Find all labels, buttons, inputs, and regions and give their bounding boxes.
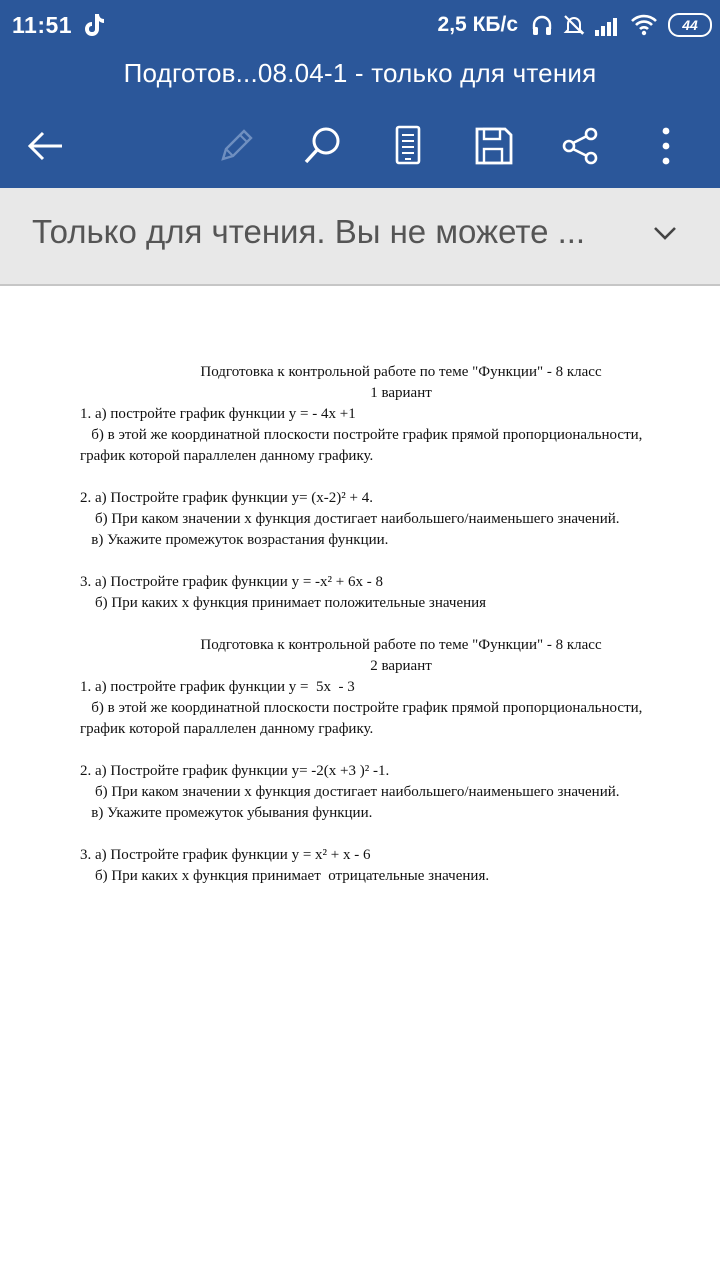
edit-pencil-icon bbox=[215, 125, 257, 167]
battery-icon: 44 bbox=[668, 13, 712, 37]
save-button[interactable] bbox=[468, 120, 520, 172]
headphones-icon bbox=[530, 13, 554, 37]
task-line: б) При каких х функция принимает отрицательные значения. bbox=[80, 868, 490, 884]
document-page[interactable] bbox=[0, 286, 720, 1280]
save-icon bbox=[474, 126, 514, 166]
task-line: б) При каких х функция принимает положительные значения bbox=[80, 595, 487, 611]
title-bar bbox=[0, 52, 720, 104]
chevron-down-icon[interactable] bbox=[650, 218, 680, 248]
search-icon bbox=[301, 125, 343, 167]
task-line: 3. а) Постройте график функции у = -х² + 6х - 8 bbox=[80, 574, 383, 590]
network-speed: 2,5 КБ/с bbox=[437, 13, 518, 36]
section-heading: Подготовка к контрольной работе по теме "Функции" - 8 класс bbox=[200, 364, 602, 380]
task-line: 2. а) Постройте график функции у= -2(х +3 )² -1. bbox=[80, 763, 390, 779]
toolbar bbox=[0, 104, 720, 188]
variant-label: 1 вариант bbox=[370, 385, 432, 401]
document-content bbox=[80, 362, 710, 887]
section-heading: Подготовка к контрольной работе по теме "Функции" - 8 класс bbox=[200, 637, 602, 653]
edit-button[interactable] bbox=[210, 120, 262, 172]
task-line: график которой параллелен данному графику. bbox=[80, 448, 374, 464]
task-line: 3. а) Постройте график функции у = х² + х - 6 bbox=[80, 847, 371, 863]
task-line: 1. а) постройте график функции у = - 4х +1 bbox=[80, 406, 356, 422]
task-line: в) Укажите промежуток убывания функции. bbox=[80, 805, 373, 821]
blank-line bbox=[80, 614, 710, 635]
tiktok-icon bbox=[82, 12, 106, 38]
task-line: 2. а) Постройте график функции у= (х-2)² + 4. bbox=[80, 490, 373, 506]
blank-line bbox=[80, 824, 710, 845]
share-button[interactable] bbox=[554, 120, 606, 172]
signal-icon bbox=[594, 14, 622, 36]
back-arrow-icon bbox=[26, 126, 66, 166]
more-options-button[interactable] bbox=[640, 120, 692, 172]
read-only-banner[interactable] bbox=[0, 188, 720, 286]
search-button[interactable] bbox=[296, 120, 348, 172]
read-only-message: Только для чтения. Вы не можете ... bbox=[32, 213, 586, 250]
share-icon bbox=[560, 126, 600, 166]
task-line: график которой параллелен данному графику. bbox=[80, 721, 374, 737]
blank-line bbox=[80, 740, 710, 761]
variant-label: 2 вариант bbox=[370, 658, 432, 674]
blank-line bbox=[80, 467, 710, 488]
wifi-icon bbox=[630, 14, 658, 36]
mobile-view-icon bbox=[391, 125, 425, 167]
status-time: 11:51 bbox=[12, 12, 73, 38]
back-button[interactable] bbox=[20, 120, 72, 172]
task-line: б) При каком значении х функция достигает наибольшего/наименьшего значений. bbox=[80, 511, 620, 527]
task-line: б) в этой же координатной плоскости постройте график прямой пропорциональности, bbox=[80, 700, 643, 716]
task-line: б) При каком значении х функция достигает наибольшего/наименьшего значений. bbox=[80, 784, 620, 800]
task-line: 1. а) постройте график функции у = 5х - 3 bbox=[80, 679, 355, 695]
bell-off-icon bbox=[562, 13, 586, 37]
status-right-group bbox=[438, 10, 712, 40]
task-line: б) в этой же координатной плоскости постройте график прямой пропорциональности, bbox=[80, 427, 643, 443]
status-bar bbox=[0, 0, 720, 52]
document-title: Подготов...08.04-1 - только для чтения bbox=[123, 58, 597, 88]
task-line: в) Укажите промежуток возрастания функции. bbox=[80, 532, 389, 548]
more-icon bbox=[660, 126, 672, 166]
mobile-view-button[interactable] bbox=[382, 120, 434, 172]
blank-line bbox=[80, 551, 710, 572]
